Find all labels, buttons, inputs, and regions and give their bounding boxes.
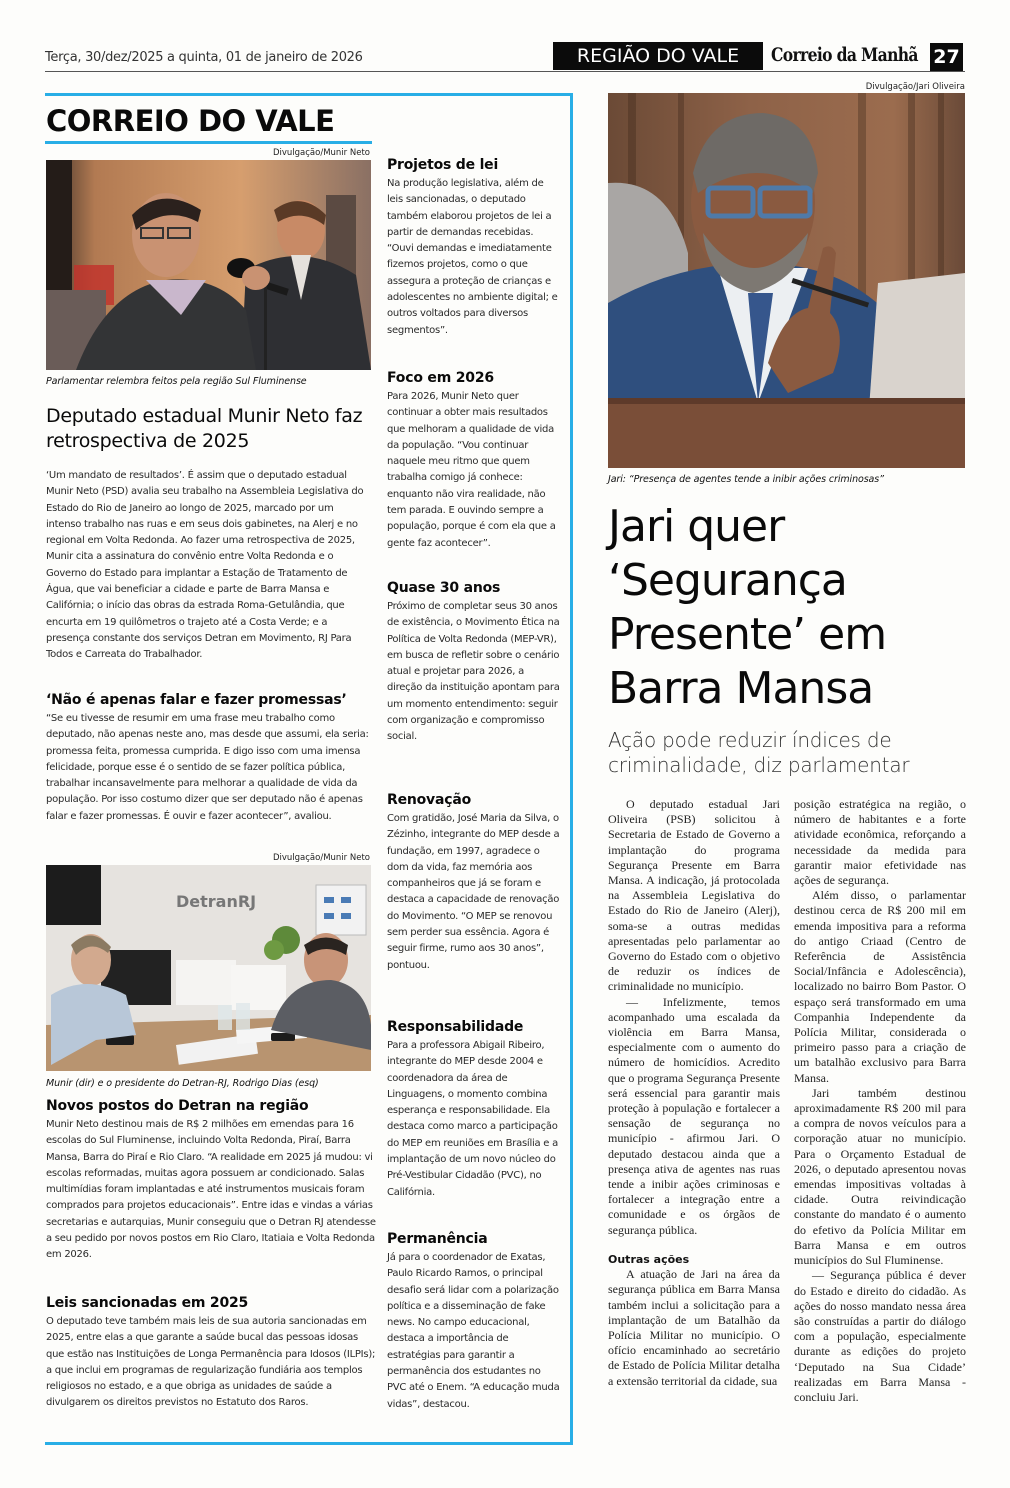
page-header [45,42,965,72]
column-projetos [387,157,562,339]
section-heading: Renovação [387,792,471,808]
main-deck: Ação pode reduzir índices de criminalidade, diz parlamentar [608,728,910,777]
paragraph: — Segurança pública é dever do Estado e direito do cidadão. As ações do nosso mandato nessa área são construídas a partir do diálogo com a população, especialmente durante as edições do projeto ‘Deputado na Sua Cidade’ realizadas em Barra Mansa - concluiu Jari. [794,1268,966,1404]
section-text: Com gratidão, José Maria da Silva, o Zézinho, integrante do MEP desde a fundação, em 1997, agradece o dom da vida, faz memória aos companheiros que já se foram e destaca a capacidade de renovação do Movimento. “O MEP se renovou sem perder sua essência. Agora é seguir firme, rumo aos 30 anos”, pontuou. [387,813,560,971]
section-heading: Quase 30 anos [387,580,501,596]
section-text: Para a professora Abigail Ribeiro, integrante do MEP desde 2004 e coordenadora da área de Linguagens, o momento combina esperança e responsabilidade. Ela destaca como marco a participação do MEP em reuniões em Brasília e a implantação de um novo núcleo do Pré-Vestibular Cidadão (PVC), no Califórnia. [387,1040,559,1198]
section-badge: REGIÃO DO VALE [553,42,763,70]
paragraph: posição estratégica na região, o número de habitantes e a forte atividade econômica, reforçando a necessidade da medida para garantir maior efetividade nas ações de segurança. [794,797,966,888]
section-frame-top [45,93,572,96]
photo-image [46,160,371,370]
section-text: Na produção legislativa, além de leis sancionadas, o deputado também elaborou projetos de lei a partir de demandas recebidas. “Ouvi demandas e imediatamente fizemos projetos, como o que assegura a proteção de crianças e adolescentes no ambiente digital; e outros voltados para diversos segmentos”. [387,178,558,336]
subheading-outras-acoes: Outras ações [608,1252,690,1266]
section-text: Munir Neto destinou mais de R$ 2 milhões em emendas para 16 escolas do Sul Fluminense, incluindo Volta Redonda, Piraí, Barra Mansa, Barra do Piraí e Rio Claro. “A realidade em 2025 já mudou: vi escolas reformadas, muitas agora possuem ar condicionado. Salas multimídias foram implantadas e até instrumentos musicais foram comprados para projetos educacionais”. Entre idas e vindas a várias secretarias e autarquias, Munir conseguiu que o Detran RJ atendesse a seu pedido por novos postos em Rio Claro, Itatiaia e Volta Redonda em 2026. [46,1119,376,1261]
section-text: Já para o coordenador de Exatas, Paulo Ricardo Ramos, o principal desafio será lidar com a polarização política e a disseminação de fake news. No campo educacional, destaca a importância de estratégias para garantir a permanência dos estudantes no PVC até o Enem. “A educação muda vidas”, destacou. [387,1252,560,1410]
article-section-promessas [46,692,376,825]
section-frame-right [570,93,573,1445]
page-number: 27 [930,43,963,71]
column-renovacao [387,792,562,974]
detran-logo-text: DetranRJ [176,892,257,911]
section-text: “Se eu tivesse de resumir em uma frase meu trabalho como deputado, não apenas neste ano, mas desde que assumi, ela seria: promessa feita, promessa cumprida. E digo isso com uma imensa felicidade, porque esse é o sentido de se fazer política pública, trabalhar incansavelmente para melhorar a qualidade de vida da população. Por isso costumo dizer que ser deputado não é apenas falar e fazer promessas. É ouvir e fazer acontecer”, avaliou. [46,713,369,822]
section-heading: Novos postos do Detran na região [46,1098,309,1114]
paragraph: — Infelizmente, temos acompanhado uma escalada da violência em Barra Mansa, especialmente com o aumento do número de homicídios. Acredito que o programa Segurança Presente será essencial para garantir mais proteção à população e fortalecer a sensação de segurança no município - afirmou Jari. O deputado destacou ainda que a presença ativa de agentes nas ruas tende a inibir ações criminosas e fortalecer a integração entre a comunidade e os órgãos de segurança pública. [608,994,780,1237]
section-heading: Foco em 2026 [387,370,494,386]
photo-caption: Munir (dir) e o presidente do Detran-RJ, Rodrigo Dias (esq) [46,1078,319,1089]
paragraph: O deputado estadual Jari Oliveira (PSB) solicitou à Secretaria de Estado de Governo a implantação do programa Segurança Presente em Barra Mansa. A indicação, já protocolada na Assembleia Legislativa do Estado do Rio de Janeiro (Alerj), soma-se a outras medidas apresentadas pelo parlamentar ao Governo do Estado com o objetivo de reduzir os índices de criminalidade no município. [608,797,780,994]
section-heading: ‘Não é apenas falar e fazer promessas’ [46,692,347,708]
article-intro: ‘Um mandato de resultados’. É assim que o deputado estadual Munir Neto (PSD) avalia seu trabalho na Assembleia Legislativa do Estado do Rio de Janeiro ao longo de 2025, marcado por um intenso trabalho nas ruas e em seus dois gabinetes, na Alerj e no regional em Volta Redonda. Ao fazer uma retrospectiva de 2025, Munir cita a assinatura do convênio entre Volta Redonda e o Governo do Estado para implantar a Estação de Tratamento de Água, que vai beneficiar a cidade e parte de Barra Mansa e Califórnia; o início das obras da estrada Roma-Getulândia, que encurta em 19 quilômetros o trajeto até a Costa Verde; e a presença constante dos serviços Detran em Movimento, RJ Para Todos e Carreata do Trabalhador. [46,470,364,661]
photo-credit: Divulgação/Jari Oliveira [865,82,965,92]
column-responsabilidade [387,1019,562,1201]
section-heading: Permanência [387,1231,488,1247]
newspaper-masthead: Correio da Manhã [771,44,918,66]
article-section-leis [46,1295,376,1412]
article-column-2 [794,797,966,1405]
column-foco-2026 [387,370,562,552]
section-heading: Leis sancionadas em 2025 [46,1295,249,1311]
photo-munir-microphone [46,160,371,370]
photo-caption: Parlamentar relembra feitos pela região Sul Fluminense [46,376,307,387]
column-quase-30-anos [387,580,562,746]
article-section-detran [46,1098,376,1264]
column-permanencia [387,1231,562,1413]
section-heading: Responsabilidade [387,1019,524,1035]
section-text: O deputado teve também mais leis de sua autoria sancionadas em 2025, entre elas a que garante a saúde bucal das pessoas idosas que estão nas Instituições de Longa Permanência para Idosos (ILPIs); a que inclui em programas de regularização fundiária aos templos religiosos no estado, e a que obriga as unidades de saúde a divulgarem os direitos previstos no Estatuto dos Raros. [46,1316,376,1409]
section-heading: Projetos de lei [387,157,499,173]
paragraph: Jari também destinou aproximadamente R$ 200 mil para a compra de novos veículos para a corporação atuar no município. Para o Orçamento Estadual de 2026, o deputado apresentou novas emendas impositivas voltadas à cidade. Outra reivindicação constante do mandato é o aumento do efetivo da Polícia Militar em Barra Mansa e em outros municípios do Sul Fluminense. [794,1085,966,1268]
section-text: Para 2026, Munir Neto quer continuar a obter mais resultados que melhoram a qualidade de vida da população. “Vou continuar naquele meu ritmo que quem trabalha comigo já conhece: enquanto não vira realidade, não tem parada. E ouvindo sempre a população, porque é com ela que a gente faz acontecer”. [387,391,556,549]
photo-image [46,865,371,1071]
article-headline: Deputado estadual Munir Neto faz retrospectiva de 2025 [46,405,363,452]
photo-jari-speaking [608,93,965,468]
section-frame-bottom [45,1442,572,1445]
photo-credit: Divulgação/Munir Neto [272,148,370,158]
photo-credit: Divulgação/Munir Neto [272,853,370,863]
paragraph: Além disso, o parlamentar destinou cerca de R$ 200 mil em emenda impositiva para a reforma do antigo Criaad (Centro de Referência de Assistência Social/Infância e Adolescência), localizado no bairro Bom Pastor. O espaço será transformado em uma Companhia Independente da Polícia Militar, considerada o primeiro passo para a criação de um batalhão exclusivo para Barra Mansa. [794,888,966,1085]
section-title-rule [45,141,372,144]
photo-caption: Jari: “Presença de agentes tende a inibir ações criminosas” [608,474,884,485]
photo-image [608,93,965,468]
edition-date: Terça, 30/dez/2025 a quinta, 01 de janeiro de 2026 [45,50,363,65]
paragraph: A atuação de Jari na área da segurança pública em Barra Mansa também inclui a solicitação para a implantação de um Batalhão da Polícia Militar no município. O ofício encaminhado ao secretário de Estado de Polícia Militar detalha a extensão territorial da cidade, sua [608,1267,780,1388]
article-column-1 [608,797,780,1389]
section-title: CORREIO DO VALE [46,104,335,138]
main-headline: Jari quer ‘Segurança Presente’ em Barra Mansa [608,501,887,714]
section-text: Próximo de completar seus 30 anos de existência, o Movimento Ética na Política de Volta Redonda (MEP-VR), em busca de refletir sobre o cenário atual e projetar para 2026, a direção da instituição apontam para um momento entendimento: seguir com organização e compromisso social. [387,601,560,743]
photo-detran-meeting [46,865,371,1071]
